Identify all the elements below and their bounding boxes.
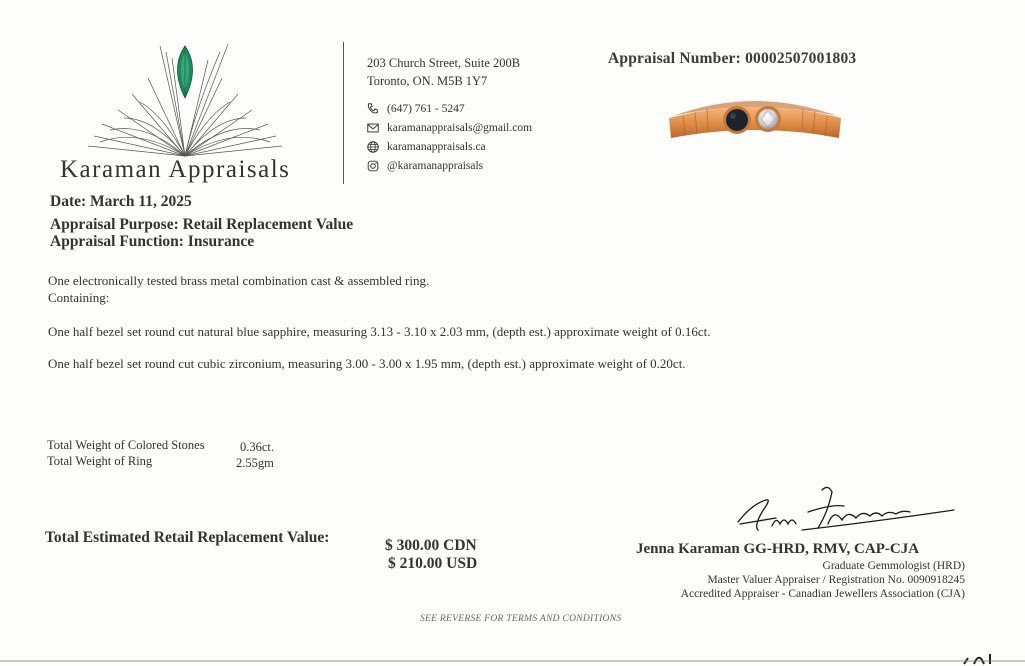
- scan-bottom-edge: [0, 660, 1025, 662]
- appraisal-date: Date: March 11, 2025: [50, 193, 192, 210]
- appraiser-credential-3: Accredited Appraiser - Canadian Jewellers Association (CJA): [680, 588, 965, 600]
- globe-icon: [366, 140, 380, 154]
- sapphire-stone: [723, 106, 751, 134]
- appraisal-function: Appraisal Function: Insurance: [50, 233, 255, 250]
- appraisal-number: Appraisal Number: 00002507001803: [608, 50, 857, 67]
- envelope-icon: [366, 121, 380, 135]
- cubic-zirconia-stone: [755, 106, 781, 132]
- appraiser-credential-1: Graduate Gemmologist (HRD): [822, 560, 965, 572]
- description-line-2: Containing:: [48, 290, 110, 305]
- stone-description-cz: One half bezel set round cut cubic zirconium, measuring 3.00 - 3.00 x 1.95 mm, (depth est.) approximate weight of 0.20ct.: [48, 356, 686, 371]
- logo-wordmark: Karaman Appraisals: [60, 156, 291, 183]
- ring-weight-value: 2.55gm: [236, 456, 274, 470]
- contact-email: [366, 121, 532, 135]
- total-value-usd: $ 210.00 USD: [388, 555, 478, 572]
- description-line-1: One electronically tested brass metal combination cast & assembled ring.: [48, 273, 430, 288]
- appraisal-purpose: Appraisal Purpose: Retail Replacement Value: [50, 216, 354, 233]
- colored-weight-label: Total Weight of Colored Stones: [47, 438, 205, 452]
- phone-text: (647) 761 - 5247: [387, 103, 465, 115]
- instagram-icon: [366, 159, 380, 173]
- email-text: karamanappraisals@gmail.com: [387, 122, 533, 134]
- address-line-1: 203 Church Street, Suite 200B: [367, 56, 521, 70]
- stone-description-sapphire: One half bezel set round cut natural blue sapphire, measuring 3.13 - 3.10 x 2.03 mm, (depth est.) approximate weight of 0.16ct.: [48, 324, 711, 339]
- contact-instagram: [366, 159, 483, 173]
- emerald-gem: [178, 46, 193, 98]
- instagram-text: @karamanappraisals: [387, 160, 484, 172]
- website-text: karamanappraisals.ca: [387, 141, 486, 153]
- total-value-label: Total Estimated Retail Replacement Value:: [45, 529, 330, 546]
- header-divider: [343, 42, 344, 184]
- contact-website: [366, 140, 486, 154]
- phone-icon: [366, 102, 380, 116]
- total-value-cad: $ 300.00 CDN: [385, 537, 477, 554]
- logo-emblem: [80, 38, 290, 163]
- scan-edge-mark: [954, 650, 1004, 666]
- appraiser-credential-2: Master Valuer Appraiser / Registration No. 0090918245: [707, 574, 965, 586]
- address-line-2: Toronto, ON. M5B 1Y7: [367, 74, 488, 88]
- contact-phone: [366, 102, 465, 116]
- appraiser-name: Jenna Karaman GG-HRD, RMV, CAP-CJA: [636, 541, 920, 557]
- colored-weight-value: 0.36ct.: [240, 440, 275, 454]
- terms-notice: SEE REVERSE FOR TERMS AND CONDITIONS: [420, 614, 622, 624]
- appraiser-signature: [732, 482, 962, 542]
- ring-photo: [665, 86, 845, 154]
- ring-weight-label: Total Weight of Ring: [47, 454, 153, 468]
